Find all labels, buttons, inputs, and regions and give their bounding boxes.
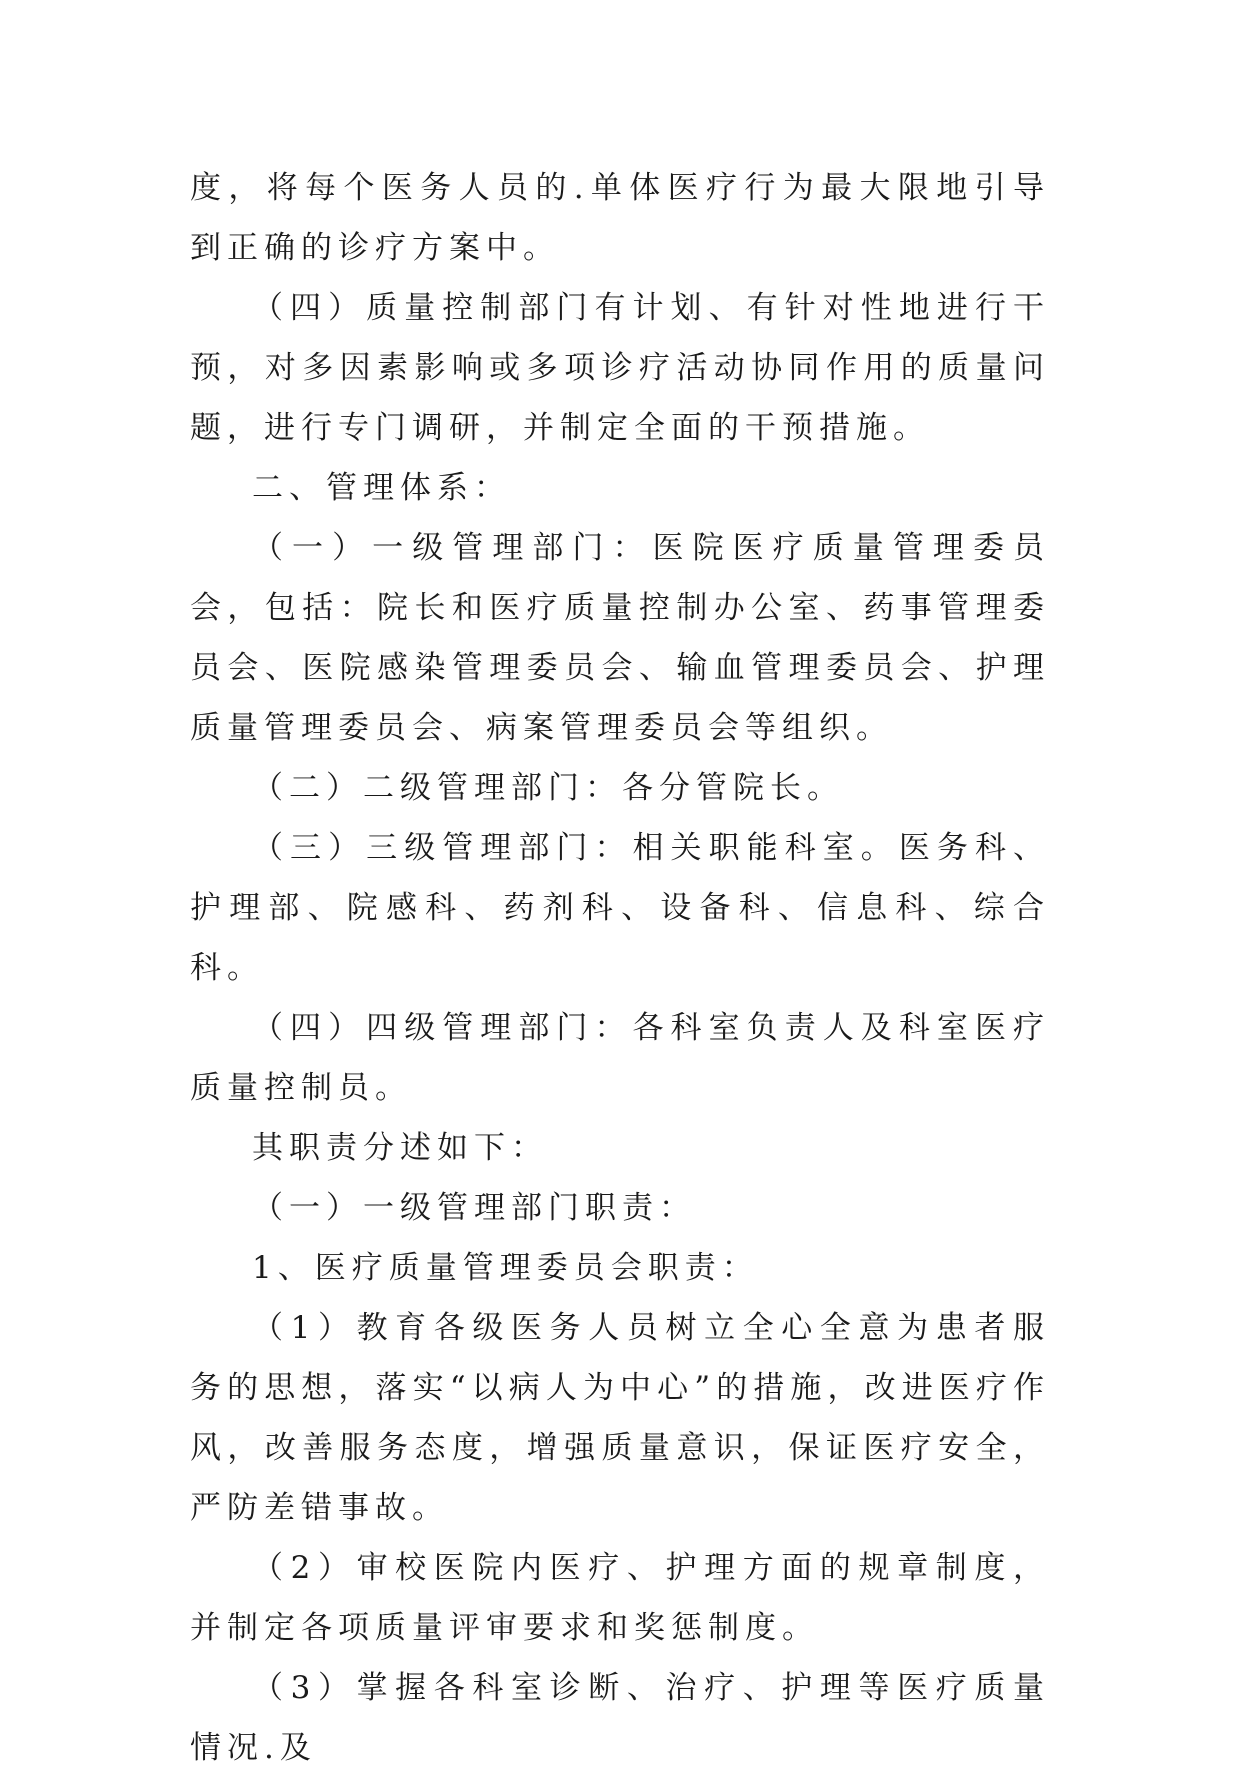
paragraph-level-two-department: （二）二级管理部门：各分管院长。 xyxy=(252,770,844,806)
paragraph-quality-control-intervention: （四）质量控制部门有计划、有针对性地进行干预，对多因素影响或多项诊疗活动协同作用的质量问题，进行专门调研，并制定全面的干预措施。 xyxy=(190,290,1050,446)
paragraph-continuation: 度，将每个医务人员的.单体医疗行为最大限地引导到正确的诊疗方案中。 xyxy=(190,170,1050,266)
list-item-duty-3: （3）掌握各科室诊断、治疗、护理等医疗质量情况.及 xyxy=(190,1670,1050,1766)
document-body xyxy=(190,158,1050,1778)
list-item-duty-1: （1）教育各级医务人员树立全心全意为患者服务的思想，落实“以病人为中心”的措施，改进医疗作风，改善服务态度，增强质量意识，保证医疗安全，严防差错事故。 xyxy=(190,1310,1050,1526)
subheading-level-one-duties: （一）一级管理部门职责： xyxy=(252,1190,696,1226)
paragraph-level-four-department: （四）四级管理部门：各科室负责人及科室医疗质量控制员。 xyxy=(190,1010,1050,1106)
paragraph-duties-intro: 其职责分述如下： xyxy=(252,1130,548,1166)
paragraph-level-one-department: （一）一级管理部门：医院医疗质量管理委员会，包括：院长和医疗质量控制办公室、药事管理委员会、医院感染管理委员会、输血管理委员会、护理质量管理委员会、病案管理委员会等组织。 xyxy=(190,530,1050,746)
paragraph-level-three-department: （三）三级管理部门：相关职能科室。医务科、护理部、院感科、药剂科、设备科、信息科、综合科。 xyxy=(190,830,1050,986)
section-heading-management-system: 二、管理体系： xyxy=(252,470,511,506)
list-item-duty-2: （2）审校医院内医疗、护理方面的规章制度，并制定各项质量评审要求和奖惩制度。 xyxy=(190,1550,1050,1646)
subheading-committee-duties: 1、医疗质量管理委员会职责： xyxy=(252,1250,759,1286)
